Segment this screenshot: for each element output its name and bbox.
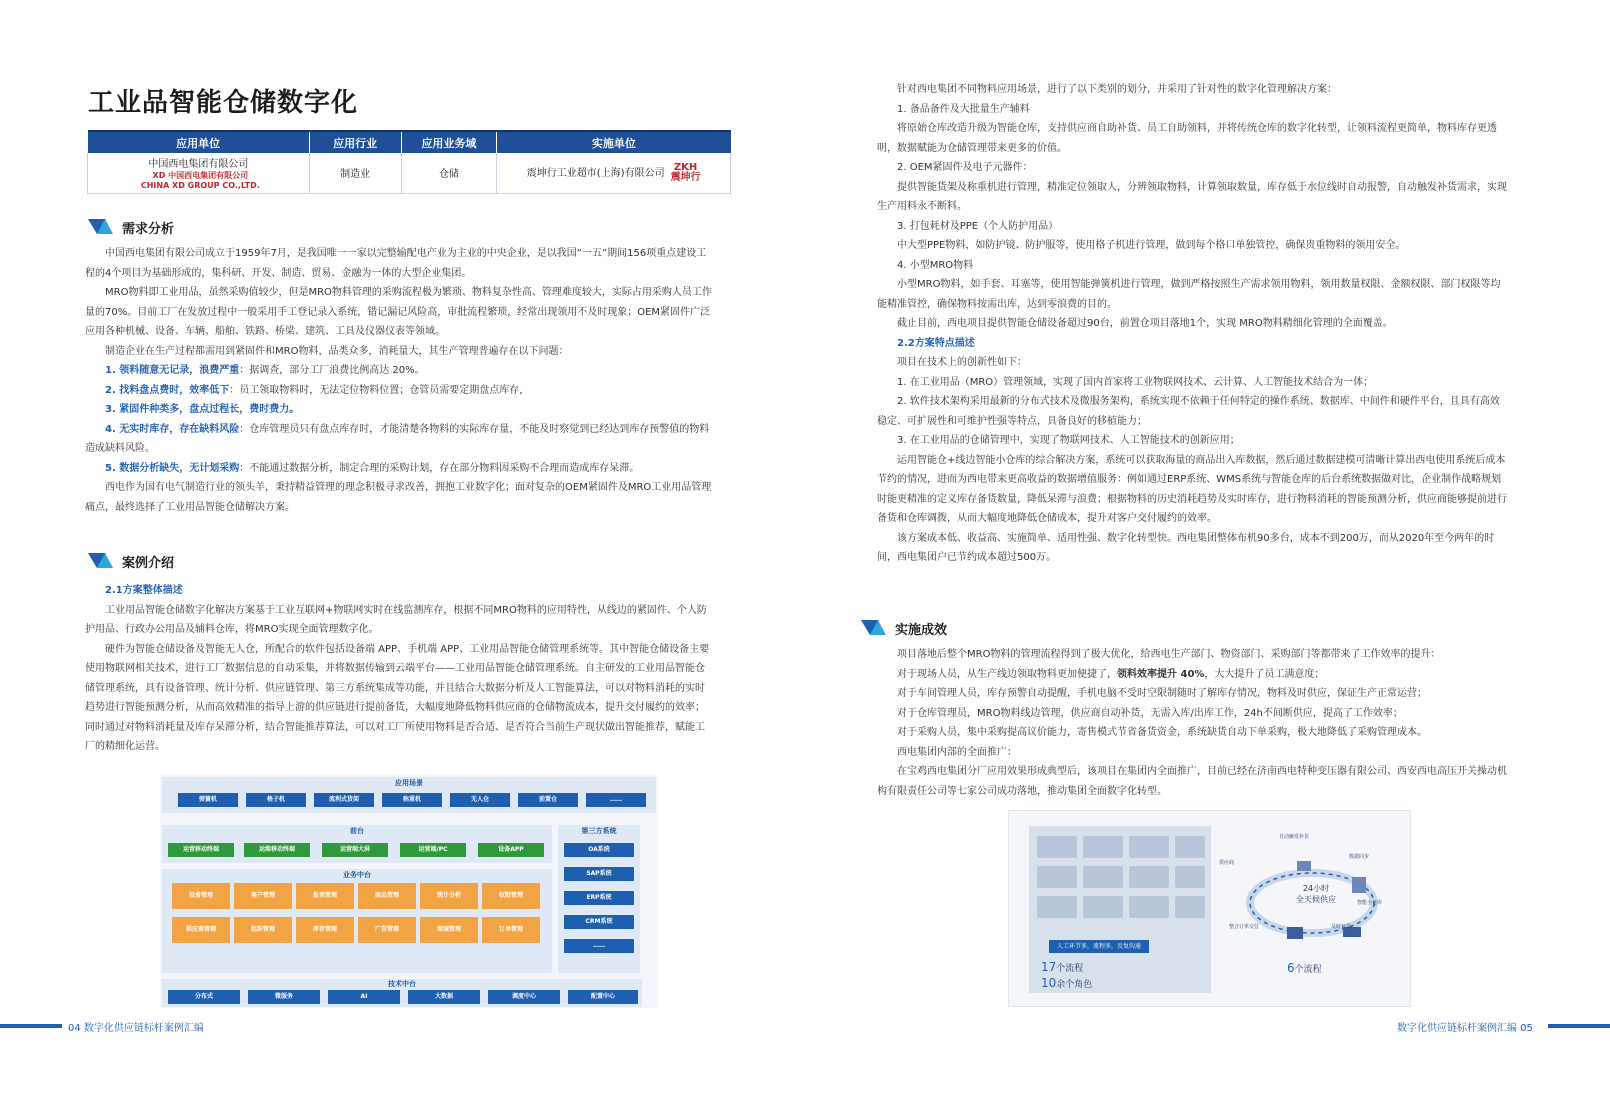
architecture-diagram — [160, 775, 658, 1008]
paragraph: 制造企业在生产过程都需用到紧固件和MRO物料，品类众多，消耗量大，其生产管理普遍存在以下问题： — [105, 345, 569, 357]
scene-chip: 无人仓 — [450, 793, 510, 807]
problem-item: 1. 领料随意无记录，浪费严重：据调查，部分工厂浪费比例高达 20%。 — [105, 365, 425, 376]
scene-layer — [162, 777, 656, 813]
paragraph: 提供智能货架及称重机进行管理，精准定位领取人，分辨领取物料，计算领取数量，库存低于水位线时自动报警，自动触发补货需求，实现生产用料永不断料。 — [877, 181, 1507, 212]
table-cell-unit — [88, 153, 310, 193]
table-cell-implementer — [497, 153, 731, 193]
paragraph: 将原始仓库改造升级为智能仓库，支持供应商自助补货、员工自助领料，并将传统仓库的数字化转型，让领料流程更简单，物料库存更透明，数据赋能为仓储管理带来更多的价值。 — [877, 123, 1497, 154]
scene-chip: 前置仓 — [518, 793, 578, 807]
biz-chip: 商城管理 — [420, 917, 478, 943]
demand-body — [85, 244, 713, 517]
front-chip: 运营端大屏 — [322, 843, 388, 857]
layer-title: 业务中台 — [343, 871, 371, 879]
problem-item: 5. 数据分析缺失，无计划采购：不能通过数据分析，制定合理的采购计划，存在部分物料因采购不合理而造成库存呆滞。 — [105, 462, 640, 474]
table-cell-industry: 制造业 — [309, 153, 401, 193]
front-chip: 设备APP — [478, 843, 544, 857]
old-process-panel — [1029, 826, 1211, 993]
table-header: 实施单位 — [497, 131, 731, 153]
table-header: 应用行业 — [309, 131, 401, 153]
front-chip: 运维移动终端 — [244, 843, 310, 857]
center-label: 24小时 全天候供应 — [1296, 884, 1336, 904]
cycle-node: 数据同步 — [1349, 854, 1370, 860]
third-chip: …… — [564, 939, 634, 953]
paragraph: 中国西电集团有限公司成立于1959年7月，是我国唯一一家以完整输配电产业为主业的中央企业，是以我国“一五”期间156项重点建设工程的4个项目为基础形成的，集科研、开发、制造、贸易、金融为一体的大型企业集团。 — [85, 248, 707, 279]
section-title: 需求分析 — [122, 221, 175, 237]
subsection-title: 2.2方案特点描述 — [897, 337, 975, 349]
footer-label: 04 数字化供应链标杆案例汇编 — [68, 1023, 204, 1034]
section-title: 案例介绍 — [122, 555, 175, 571]
tech-layer — [162, 979, 642, 1007]
paragraph: 西电集团内部的全面推广： — [897, 746, 1017, 758]
footer-label: 数字化供应链标杆案例汇编 05 — [1397, 1023, 1533, 1034]
scene-chip: …… — [586, 793, 646, 807]
results-body — [877, 645, 1507, 801]
table-cell-domain: 仓储 — [401, 153, 497, 193]
paragraph: 硬件为智能仓储设备及智能无人仓，所配合的软件包括设备端 APP、手机端 APP、工业用品智能仓储管理系统等。其中智能仓储设备主要使用物联网相关技术，进行工厂数据信息的自动采集，并将数据传输到云端平台——工业用品智能仓储管理系统。自主研发的工业用品智能仓储管理系统，具有设备管理、统计分析、供应链管理、第三方系统集成等功能，并且结合大数据分析及人工智能算法，可以对物料消耗的实时趋势进行智能预测分析，从而高效精准的指导上游的供应链进行提前备货，大幅度地降低物料供应商的仓储物流成本，提升交付履约的效率；同时通过对物料消耗量及库存呆滞分析，结合智能推荐算法，可以对工厂所使用物料是否合适、是否符合当前生产现状做出智能推荐，赋能工厂的精细化运营。 — [85, 643, 710, 752]
biz-chip: 报表管理 — [296, 883, 354, 909]
third-chip: SAP系统 — [564, 867, 634, 881]
result-item: 对于现场人员，从生产线边领取物料更加便捷了，领料效率提升 40%，大大提升了员工满意度； — [897, 668, 1325, 680]
result-item: 对于仓库管理员，MRO物料线边管理，供应商自动补货，无需入库/出库工作，24h不间断供应，提高了工作效率； — [897, 707, 1403, 719]
category-heading: 3. 打包耗材及PPE（个人防护用品） — [897, 220, 1059, 232]
case-body — [85, 581, 713, 757]
tech-chip: 大数据 — [408, 990, 480, 1004]
third-chip: OA系统 — [564, 843, 634, 857]
paragraph: 工业用品智能仓储数字化解决方案基于工业互联网+物联网实时在线监测库存，根据不同MRO物料的应用特性，从线边的紧固件、个人防护用品、行政办公用品及辅料仓库，将MRO实现全面管理数字化。 — [85, 604, 707, 635]
feature-item: 3. 在工业用品的仓储管理中，实现了物联网技术、人工智能技术的创新应用； — [897, 435, 1240, 446]
footer-bar — [0, 1024, 62, 1028]
layer-title: 应用场景 — [395, 779, 423, 787]
paragraph: 西电作为国有电气制造行业的领头羊，秉持精益管理的理念积极寻求改善，拥抱工业数字化；面对复杂的OEM紧固件及MRO工业用品管理痛点，最终选择了工业用品智能仓储解决方案。 — [85, 482, 712, 513]
classification-body — [877, 80, 1507, 568]
scene-chip: 格子机 — [246, 793, 306, 807]
biz-chip: 广告管理 — [358, 917, 416, 943]
section-title: 实施成效 — [895, 622, 948, 638]
table-header-row — [88, 131, 731, 153]
section-triangle-icon — [88, 553, 114, 569]
biz-chip: 商品管理 — [358, 883, 416, 909]
biz-chip: 订单管理 — [482, 917, 540, 943]
xd-logo: XD 中国西电集团有限公司 CHINA XD GROUP CO.,LTD. — [140, 171, 260, 191]
paragraph: 在宝鸡西电集团分厂应用效果形成典型后，该项目在集团内全面推广，目前已经在济南西电特种变压器有限公司、西安西电高压开关操动机构有限责任公司等七家公司成功落地，推动集团全面数字化转型。 — [877, 766, 1507, 797]
result-item: 对于车间管理人员，库存预警自动提醒，手机电脑不受时空限制随时了解库存情况，物料及时供应，保证生产正常运营； — [897, 688, 1427, 699]
section-head-case — [88, 550, 174, 572]
layer-title: 前台 — [350, 827, 364, 835]
pain-label: 人工环节多，流程多，反复沟通 — [1049, 940, 1149, 953]
result-item: 对于采购人员，集中采购提高议价能力，寄售模式节省备货资金，系统缺货自动下单采购，极大地降低了采购管理成本。 — [897, 727, 1427, 738]
paragraph: 小型MRO物料，如手套、耳塞等，使用智能弹簧机进行管理，做到严格按照生产需求领用物料，领用数量权限、金额权限、部门权限等均能精准管控，确保物料按需出库，达到零浪费的目的。 — [877, 279, 1501, 310]
biz-layer — [162, 869, 552, 973]
third-party-layer — [558, 825, 640, 973]
zkh-logo: ZKH 震坤行 — [670, 161, 701, 183]
footer-bar — [1548, 1024, 1610, 1028]
biz-chip: 客户管理 — [234, 883, 292, 909]
tech-chip: 微服务 — [248, 990, 320, 1004]
feature-item: 2. 软件技术架构采用最新的分布式技术及微服务架构，系统实现不依赖于任何特定的操作系统、数据库、中间件和硬件平台，且具有高效稳定、可扩展性和可维护性强等特点，具备良好的移植能力； — [877, 396, 1500, 427]
tech-chip: AI — [328, 990, 400, 1004]
category-heading: 4. 小型MRO物料 — [897, 259, 974, 271]
section-triangle-icon — [861, 620, 887, 636]
paragraph: 截止目前，西电项目提供智能仓储设备超过90台，前置仓项目落地1个，实现 MRO物料精细化管理的全面覆盖。 — [897, 318, 1393, 329]
paragraph: 项目在技术上的创新性如下： — [897, 357, 1027, 368]
scene-chip: 称重机 — [382, 793, 442, 807]
tech-chip: 调度中心 — [488, 990, 560, 1004]
implementer-name: 震坤行工业超市(上海)有限公司 — [526, 167, 665, 179]
scene-chip: 弹簧机 — [178, 793, 238, 807]
right-page — [805, 0, 1610, 1099]
third-chip: ERP系统 — [564, 891, 634, 905]
page-title: 工业品智能仓储数字化 — [88, 88, 359, 118]
biz-chip: 供应商管理 — [172, 917, 230, 943]
section-head-results — [861, 617, 947, 639]
paragraph: MRO物料即工业用品，虽然采购值较少，但是MRO物料管理的采购流程极为繁琐、物料复杂性高、管理难度较大，实际占用采购人员工作量的70%。目前工厂在发放过程中一般采用手工登记录入系统，错记漏记风险高，审批流程繁琐，经常出现领用不及时现象；OEM紧固件广泛应用各种机械、设备、车辆、船舶、铁路、桥梁、建筑、工具及仪器仪表等领域。 — [85, 287, 712, 337]
paragraph: 针对西电集团不同物料应用场景，进行了以下类别的划分，并采用了针对性的数字化管理解决方案： — [897, 84, 1337, 95]
paragraph: 运用智能仓+线边智能小仓库的综合解决方案，系统可以获取海量的商品出入库数据，然后通过数据建模可清晰计算出西电使用系统后成本节约的情况，进而为西电带来更高收益的数据增值服务：例如通过ERP系统、WMS系统与智能仓库的后台系统数据做对比，企业制作战略规划时能更精准的定义库存备货数量，降低呆滞与浪费；根据物料的历史消耗趋势及实时库存，进行物料消耗的智能预测分析，供应商能够提前进行备货和仓库调拨，从而大幅度地降低仓储成本，提升对客户交付履约的效率。 — [877, 454, 1507, 524]
problem-item: 2. 找料盘点费时，效率低下：员工领取物料时，无法定位物料位置；仓管员需要定期盘点库存， — [105, 384, 530, 396]
category-heading: 1. 备品备件及大批量生产辅料 — [897, 103, 1030, 115]
feature-item: 1. 在工业用品（MRO）管理领域，实现了国内首家将工业物联网技术、云计算、人工智能技术结合为一体； — [897, 376, 1374, 388]
front-layer — [162, 825, 552, 863]
biz-chip: 设备管理 — [172, 883, 230, 909]
biz-chip: 统计分析 — [420, 883, 478, 909]
section-head-demand — [88, 216, 174, 238]
paragraph: 该方案成本低、收益高、实施简单、适用性强、数字化转型快。西电集团整体布机90多台，成本不到200万，而从2020年至今两年的时间，西电集团户已节约成本超过500万。 — [877, 532, 1495, 563]
tech-chip: 分布式 — [168, 990, 240, 1004]
table-row — [88, 153, 731, 193]
problem-item: 3. 紧固件种类多，盘点过程长，费时费力。 — [105, 404, 300, 415]
paragraph: 中大型PPE物料，如防护镜、防护服等，使用格子机进行管理，做到每个格口单独管控，确保贵重物料的领用安全。 — [897, 240, 1406, 251]
cycle-node: 智能小仓库 — [1357, 900, 1383, 906]
unit-name: 中国西电集团有限公司 — [148, 159, 249, 171]
cycle-node: 整合订单交付 — [1229, 924, 1260, 930]
problem-item: 4. 无实时库存，存在缺料风险：仓库管理员只有盘点库存时，才能清楚各物料的实际库存量，不能及时察觉到已经达到库存预警值的物料造成缺料风险。 — [85, 423, 710, 454]
scene-chip: 流利式货架 — [314, 793, 374, 807]
biz-chip: 库存管理 — [296, 917, 354, 943]
cycle-node: 供应商 — [1219, 860, 1235, 866]
old-stat: 10余个角色 — [1041, 976, 1093, 990]
layer-title: 技术中台 — [388, 980, 416, 988]
cycle-node: 自动触发补货 — [1279, 834, 1310, 840]
biz-chip: 权限管理 — [482, 883, 540, 909]
new-stat: 6个流程 — [1287, 961, 1322, 975]
section-triangle-icon — [88, 219, 114, 235]
process-comparison-image — [1008, 810, 1411, 1007]
subsection-title: 2.1方案整体描述 — [105, 585, 183, 596]
tech-chip: 配置中心 — [568, 990, 638, 1004]
cycle-node: 及时补货 — [1331, 924, 1352, 930]
info-table — [87, 130, 731, 194]
old-stat: 17个流程 — [1041, 960, 1084, 974]
front-chip: 运营端/PC — [400, 843, 466, 857]
third-chip: CRM系统 — [564, 915, 634, 929]
paragraph: 项目落地后整个MRO物料的管理流程得到了极大优化，给西电生产部门、物资部门、采购部门等都带来了工作效率的提升： — [897, 649, 1441, 660]
biz-chip: 组织管理 — [234, 917, 292, 943]
table-header: 应用单位 — [88, 131, 310, 153]
front-chip: 运营移动终端 — [168, 843, 234, 857]
category-heading: 2. OEM紧固件及电子元器件： — [897, 162, 1033, 173]
table-header: 应用业务域 — [401, 131, 497, 153]
layer-title: 第三方系统 — [581, 827, 617, 835]
